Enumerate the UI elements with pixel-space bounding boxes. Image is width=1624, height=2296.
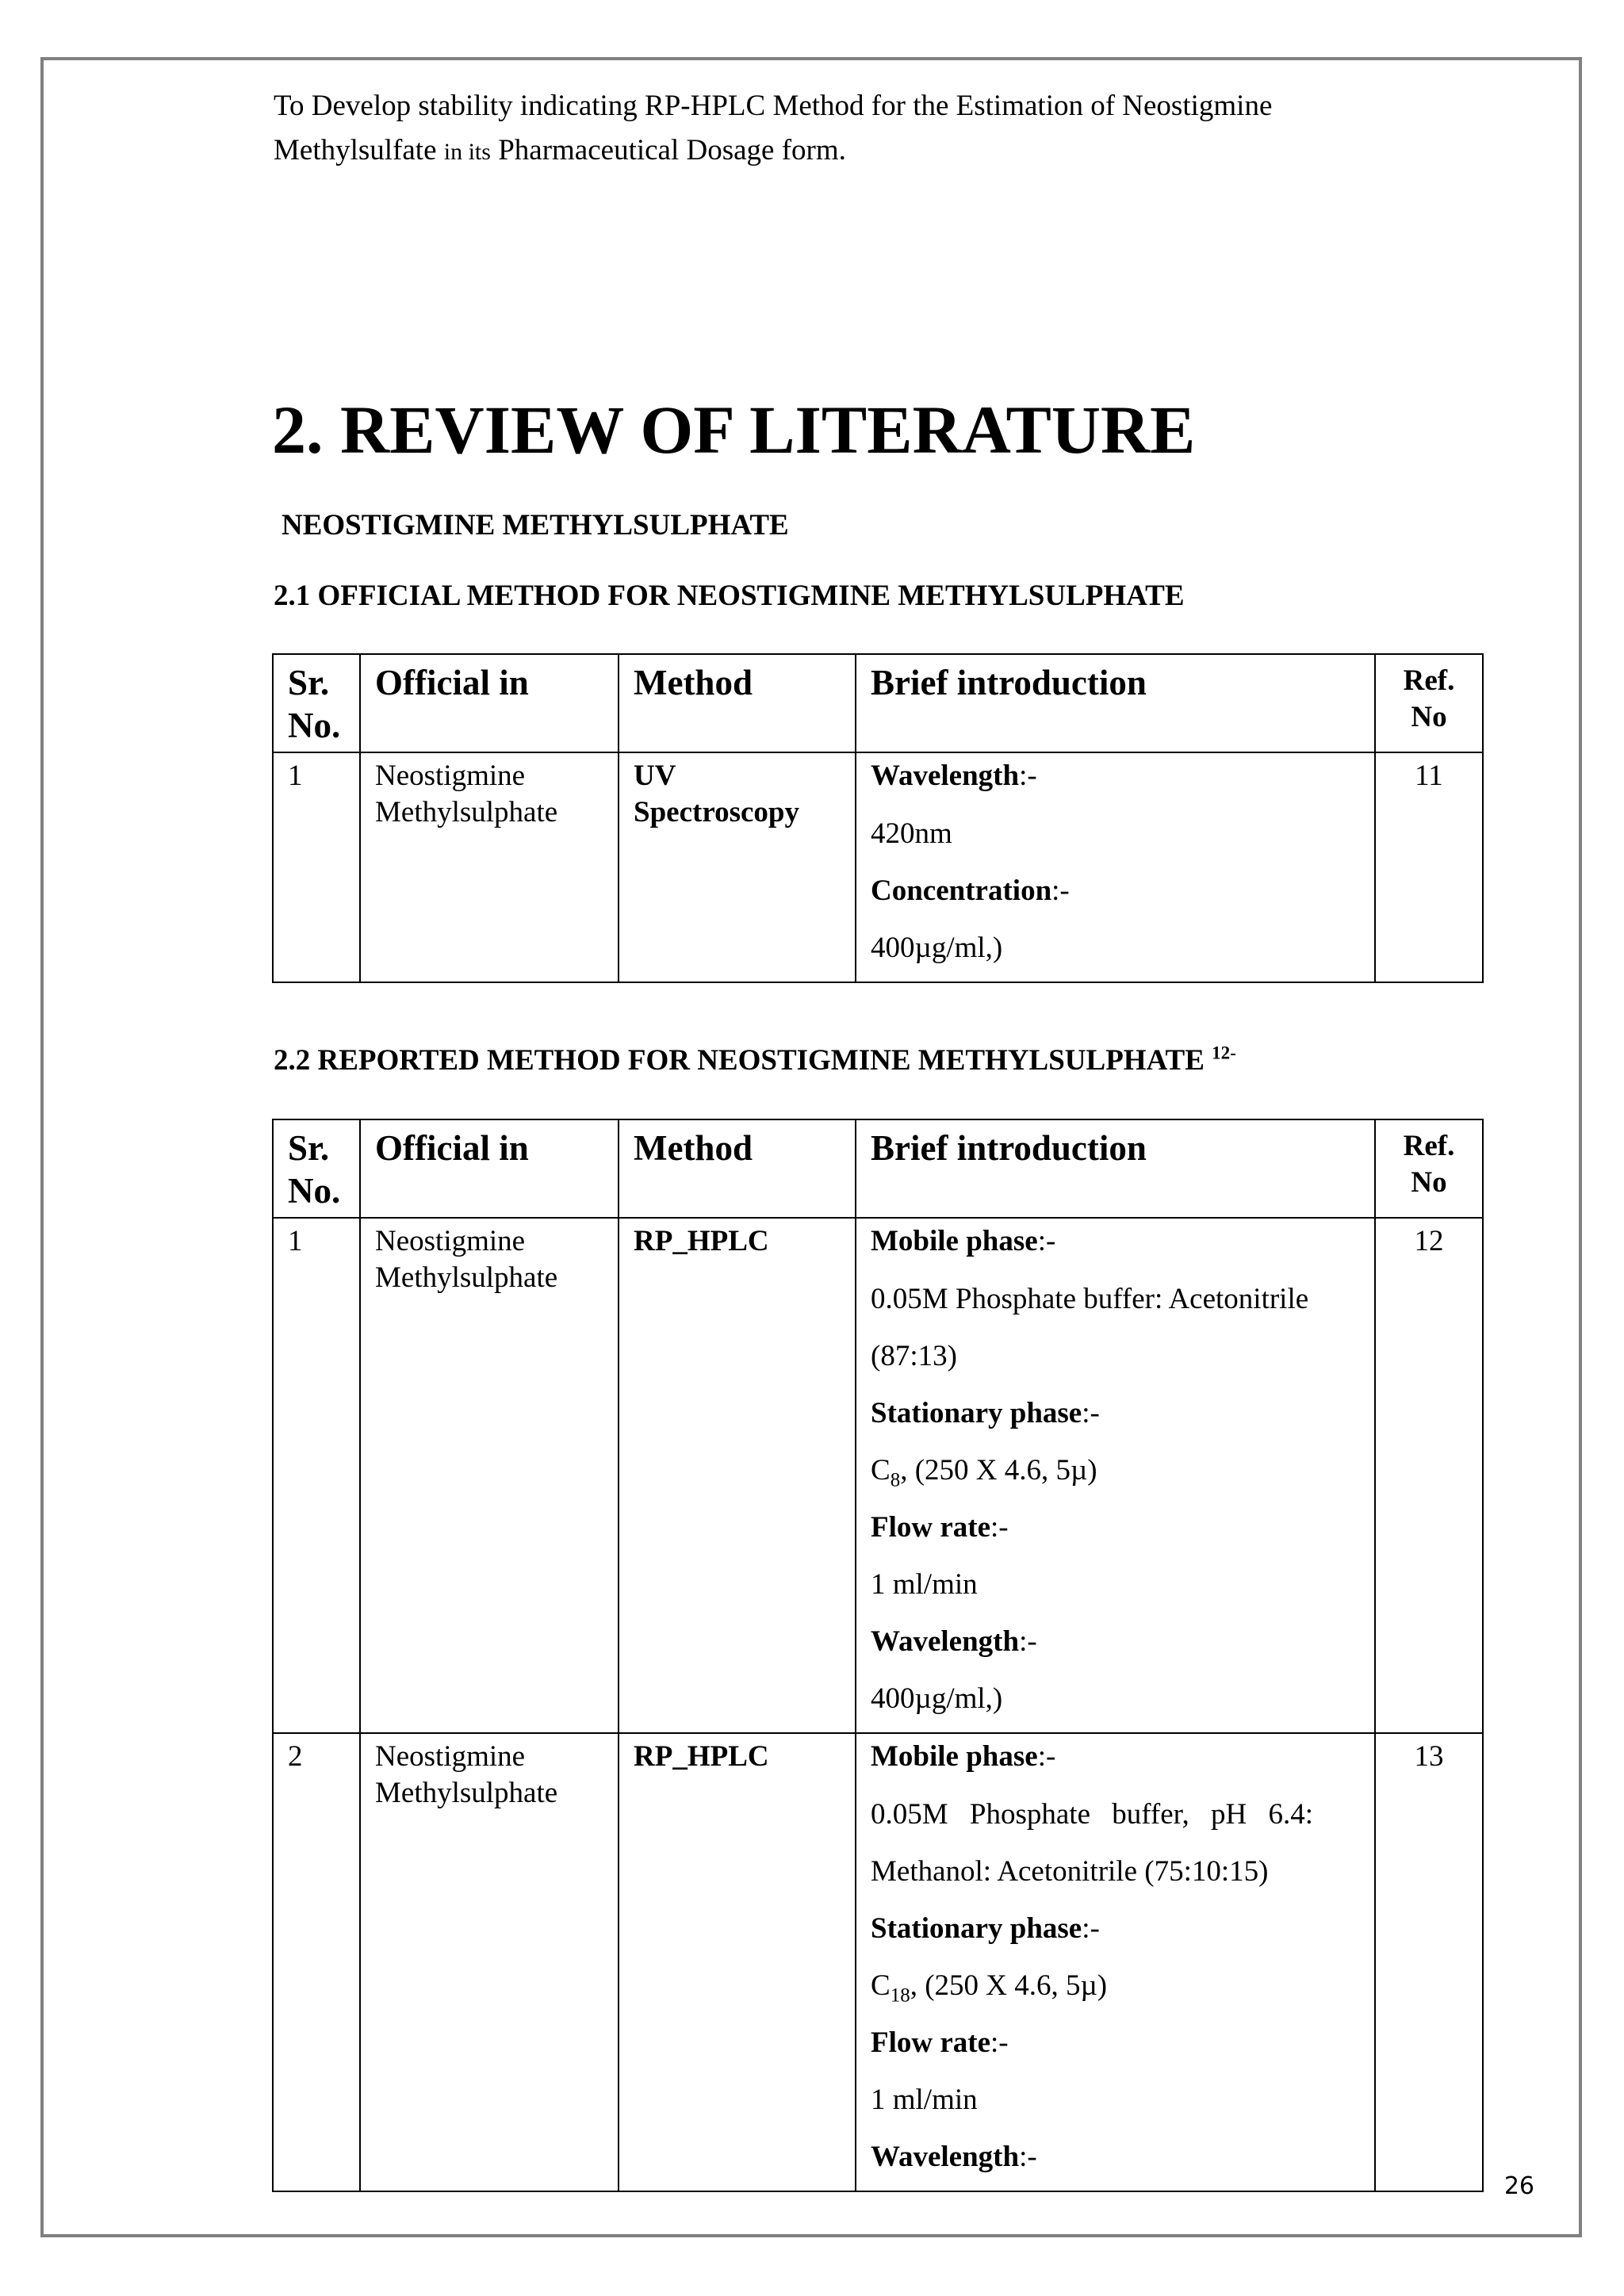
brief-line: Methanol: Acetonitrile (75:10:15) (871, 1855, 1269, 1888)
section-2-1-heading: 2.1 OFFICIAL METHOD FOR NEOSTIGMINE METHYLSULPHATE (274, 580, 1185, 612)
drug-heading: NEOSTIGMINE METHYLSULPHATE (282, 509, 789, 541)
brief-line: (87:13) (871, 1340, 957, 1372)
brief-introduction-cell (856, 1218, 1375, 1733)
official-in-cell: Neostigmine Methylsulphate (360, 752, 619, 982)
running-header-line-2: Methylsulfate in its Pharmaceutical Dosage form. (274, 134, 846, 166)
brief-line: Flow rate:- (871, 1511, 1009, 1544)
table-header-row (273, 1119, 1483, 1218)
brief-line: 400µg/ml,) (871, 932, 1003, 964)
brief-line: 0.05M Phosphate buffer: Acetonitrile (871, 1283, 1309, 1315)
brief-line: 1 ml/min (871, 2084, 978, 2116)
page-number: 26 (1503, 2172, 1534, 2200)
brief-line: Stationary phase:- (871, 1397, 1100, 1429)
brief-line: Mobile phase:- (871, 1740, 1056, 1773)
brief-line: $C_{18}$, (250 X 4.6, 5µ) (871, 1969, 1108, 2007)
brief-line: 400µg/ml,) (871, 1682, 1003, 1715)
brief-line: Concentration:- (871, 874, 1070, 907)
section-2-2-heading: 2.2 REPORTED METHOD FOR NEOSTIGMINE METHYLSULPHATE $^{12-}$ (274, 1043, 1236, 1077)
brief-line: 420nm (871, 817, 952, 850)
ref-no-cell: 12 (1375, 1218, 1483, 1733)
official-in-cell: Neostigmine Methylsulphate (360, 1218, 619, 1733)
brief-line: Flow rate:- (871, 2026, 1009, 2059)
ref-no-cell: 11 (1375, 752, 1483, 982)
column-header: Ref. No (1375, 1119, 1483, 1218)
ref-no-cell: 13 (1375, 1733, 1483, 2191)
sr-no-cell: 2 (273, 1733, 360, 2191)
column-header: Brief introduction (856, 654, 1375, 752)
sr-no-cell: 1 (273, 752, 360, 982)
brief-line: Stationary phase:- (871, 1912, 1100, 1945)
column-header: Sr. No. (273, 1119, 360, 1218)
official-in-cell: Neostigmine Methylsulphate (360, 1733, 619, 2191)
method-cell: RP_HPLC (619, 1218, 856, 1733)
table-row (273, 1218, 1483, 1733)
official-method-table (272, 653, 1484, 983)
brief-line: Wavelength:- (871, 760, 1037, 792)
brief-introduction-cell (856, 752, 1375, 982)
method-cell: UV Spectroscopy (619, 752, 856, 982)
column-header: Method (619, 1119, 856, 1218)
citation-superscript: 12- (1212, 1043, 1236, 1063)
column-header: Ref. No (1375, 654, 1483, 752)
table-row (273, 1733, 1483, 2191)
column-header: Official in (360, 1119, 619, 1218)
chapter-title: 2. REVIEW OF LITERATURE (272, 392, 1196, 468)
reported-method-table (272, 1119, 1484, 2192)
column-header: Method (619, 654, 856, 752)
brief-line: $C_8$, (250 X 4.6, 5µ) (871, 1454, 1097, 1491)
brief-line: 0.05M Phosphate buffer, pH 6.4: (871, 1798, 1313, 1831)
running-header-line-1: To Develop stability indicating RP-HPLC Method for the Estimation of Neostigmine (274, 90, 1273, 122)
method-cell: RP_HPLC (619, 1733, 856, 2191)
column-header: Sr. No. (273, 654, 360, 752)
brief-line: Wavelength:- (871, 1625, 1037, 1658)
brief-introduction-cell (856, 1733, 1375, 2191)
table-row (273, 752, 1483, 982)
brief-line: 1 ml/min (871, 1568, 978, 1601)
table-header-row (273, 654, 1483, 752)
sr-no-cell: 1 (273, 1218, 360, 1733)
brief-line: Wavelength:- (871, 2141, 1037, 2173)
column-header: Official in (360, 654, 619, 752)
brief-line: Mobile phase:- (871, 1225, 1056, 1257)
column-header: Brief introduction (856, 1119, 1375, 1218)
